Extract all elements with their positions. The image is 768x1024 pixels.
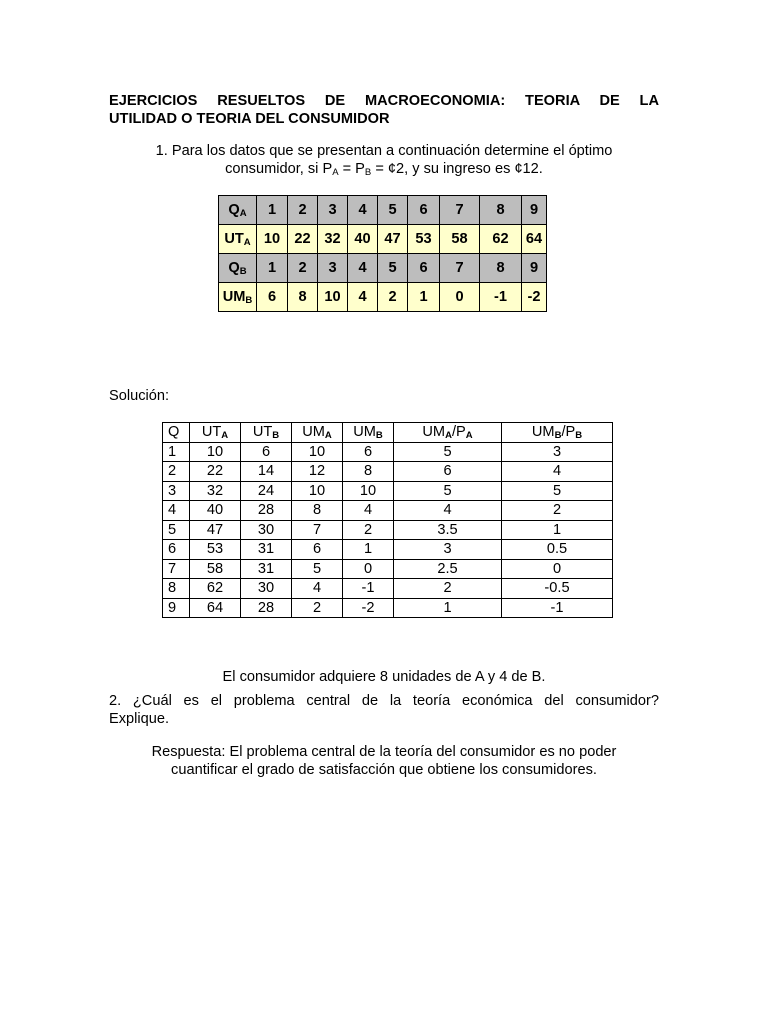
solution-table-cell: 31 — [241, 559, 292, 579]
header-tail: /P — [561, 424, 576, 441]
solution-table-cell: 5 — [394, 442, 502, 462]
data-table-cell: 1 — [257, 254, 288, 283]
solution-table-row — [163, 520, 613, 540]
solution-table-cell: 2 — [163, 462, 190, 482]
solution-table-cell: 10 — [292, 481, 343, 501]
question-1-text-c: = ¢2, y su ingreso es ¢12. — [371, 161, 543, 177]
solution-table-cell: -0.5 — [502, 579, 613, 599]
question-2-line-1: 2. ¿Cuál es el problema central de la teoría económica del consumidor? — [109, 693, 659, 709]
data-table-cell: 32 — [318, 225, 348, 254]
header-tail: /P — [451, 424, 466, 441]
solution-table-cell: 2 — [502, 501, 613, 521]
solution-table-cell: 58 — [190, 559, 241, 579]
header-sub: B — [272, 430, 280, 442]
solution-table-cell: 6 — [394, 462, 502, 482]
solution-table-cell: 28 — [241, 598, 292, 618]
row-label-text: UM — [222, 289, 246, 305]
solution-table-cell: -2 — [343, 598, 394, 618]
data-table-row-label — [219, 283, 257, 312]
answer-text — [109, 743, 659, 779]
data-table-cell: 58 — [440, 225, 480, 254]
data-table — [218, 195, 547, 312]
solution-table-cell: 2 — [292, 598, 343, 618]
data-table-cell: 7 — [440, 196, 480, 225]
header-text: UM — [302, 424, 325, 441]
solution-table-header — [163, 423, 613, 443]
solution-table-cell: 3 — [163, 481, 190, 501]
data-table-cell: 1 — [257, 196, 288, 225]
solution-table-cell: 0.5 — [502, 540, 613, 560]
row-label-sub: A — [239, 208, 247, 219]
row-label-sub: B — [245, 295, 253, 306]
solution-table-row — [163, 598, 613, 618]
data-table-cell: 9 — [522, 254, 547, 283]
data-table-cell: 6 — [257, 283, 288, 312]
solution-table-cell: 22 — [190, 462, 241, 482]
solution-table-header-cell — [190, 423, 241, 443]
solution-table-cell: 8 — [163, 579, 190, 599]
solution-table-cell: 1 — [502, 520, 613, 540]
data-table-cell: 9 — [522, 196, 547, 225]
data-table-cell: 6 — [408, 254, 440, 283]
solution-table-cell: 9 — [163, 598, 190, 618]
data-table-row — [219, 283, 547, 312]
solution-table-cell: 47 — [190, 520, 241, 540]
row-label-sub: B — [239, 266, 247, 277]
solution-table-cell: 4 — [163, 501, 190, 521]
data-table-cell: 1 — [408, 283, 440, 312]
solution-table-cell: 14 — [241, 462, 292, 482]
data-table-row — [219, 225, 547, 254]
solution-table-cell: 6 — [343, 442, 394, 462]
header-text: UM — [531, 424, 555, 441]
solution-table-cell: 3 — [394, 540, 502, 560]
solution-table-cell: 10 — [190, 442, 241, 462]
data-table-cell: 3 — [318, 254, 348, 283]
header-text: UT — [201, 424, 222, 441]
data-table-cell: 8 — [480, 196, 522, 225]
solution-table-cell: 1 — [163, 442, 190, 462]
solution-table-cell: -1 — [502, 598, 613, 618]
header-sub: B — [554, 430, 562, 442]
solution-table-cell: 10 — [292, 442, 343, 462]
solution-table-cell: 5 — [292, 559, 343, 579]
data-table-row — [219, 254, 547, 283]
solution-table-cell: 5 — [163, 520, 190, 540]
solution-table-cell: 32 — [190, 481, 241, 501]
data-table-row-label — [219, 254, 257, 283]
solution-table-cell: 8 — [292, 501, 343, 521]
question-2 — [109, 692, 659, 728]
header-text: UT — [252, 424, 273, 441]
solution-table-cell: 64 — [190, 598, 241, 618]
question-1-text-a: consumidor, si P — [225, 161, 333, 177]
title-line-1: EJERCICIOS RESUELTOS DE MACROECONOMIA: TEORIA DE LA — [109, 93, 659, 109]
solution-table-cell: 3 — [502, 442, 613, 462]
solution-table-row — [163, 442, 613, 462]
solution-table-cell: 7 — [292, 520, 343, 540]
solution-table-cell: 30 — [241, 520, 292, 540]
data-table-cell: 8 — [480, 254, 522, 283]
solution-table-header-cell — [502, 423, 613, 443]
header-sub: B — [375, 430, 383, 442]
solution-table — [162, 422, 613, 618]
header-sub: A — [221, 430, 229, 442]
solution-table-row — [163, 501, 613, 521]
data-table-cell: 22 — [288, 225, 318, 254]
solution-table-cell: 6 — [241, 442, 292, 462]
question-2-line-2: Explique. — [109, 711, 170, 727]
header-sub: B — [575, 430, 583, 442]
solution-table-cell: 12 — [292, 462, 343, 482]
solution-table-cell: 4 — [343, 501, 394, 521]
data-table-cell: 2 — [288, 254, 318, 283]
solution-table-row — [163, 559, 613, 579]
solution-table-cell: 0 — [343, 559, 394, 579]
question-1-text-b: = P — [338, 161, 365, 177]
solution-table-row — [163, 481, 613, 501]
solution-table-cell: 62 — [190, 579, 241, 599]
solution-table-row — [163, 462, 613, 482]
document-title — [109, 92, 659, 128]
data-table-cell: 4 — [348, 283, 378, 312]
data-table-cell: 10 — [318, 283, 348, 312]
row-label-sub: A — [243, 237, 251, 248]
solution-table-cell: 6 — [292, 540, 343, 560]
data-table-cell: 5 — [378, 254, 408, 283]
data-table-row — [219, 196, 547, 225]
data-table-cell: 47 — [378, 225, 408, 254]
solution-table-row — [163, 579, 613, 599]
solution-table-cell: 2 — [394, 579, 502, 599]
row-label-text: UT — [224, 231, 244, 247]
solution-table-cell: 2 — [343, 520, 394, 540]
solution-table-cell: 1 — [394, 598, 502, 618]
header-sub: A — [465, 430, 473, 442]
solution-table-cell: 24 — [241, 481, 292, 501]
solution-table-cell: 1 — [343, 540, 394, 560]
header-sub: A — [324, 430, 332, 442]
data-table-cell: 4 — [348, 196, 378, 225]
question-1-sub-a: A — [332, 167, 339, 178]
data-table-cell: 7 — [440, 254, 480, 283]
header-text: UM — [353, 424, 376, 441]
row-label-text: Q — [228, 202, 240, 218]
data-table-cell: -1 — [480, 283, 522, 312]
solution-label: Solución: — [109, 388, 170, 404]
solution-table-cell: 0 — [502, 559, 613, 579]
solution-table-cell: 10 — [343, 481, 394, 501]
header-text: Q — [168, 424, 180, 441]
question-1 — [109, 142, 659, 178]
solution-table-cell: 8 — [343, 462, 394, 482]
answer-line-1: Respuesta: El problema central de la teoría del consumidor es no poder — [151, 744, 617, 760]
solution-table-cell: 4 — [292, 579, 343, 599]
data-table-cell: 2 — [378, 283, 408, 312]
data-table-cell: 6 — [408, 196, 440, 225]
solution-table-header-cell — [163, 423, 190, 443]
solution-table-cell: 28 — [241, 501, 292, 521]
data-table-cell: 10 — [257, 225, 288, 254]
solution-table-cell: 6 — [163, 540, 190, 560]
solution-table-cell: 53 — [190, 540, 241, 560]
answer-line-2: cuantificar el grado de satisfacción que obtiene los consumidores. — [171, 762, 597, 778]
question-1-sub-b: B — [364, 167, 372, 178]
solution-table-cell: -1 — [343, 579, 394, 599]
solution-table-cell: 30 — [241, 579, 292, 599]
data-table-cell: 2 — [288, 196, 318, 225]
header-text: UM — [422, 424, 446, 441]
solution-table-header-cell — [241, 423, 292, 443]
solution-table-cell: 3.5 — [394, 520, 502, 540]
solution-table-header-cell — [394, 423, 502, 443]
data-table-cell: 53 — [408, 225, 440, 254]
data-table-cell: 4 — [348, 254, 378, 283]
data-table-row-label — [219, 196, 257, 225]
data-table-cell: 40 — [348, 225, 378, 254]
solution-table-cell: 2.5 — [394, 559, 502, 579]
title-line-2: UTILIDAD O TEORIA DEL CONSUMIDOR — [109, 111, 390, 127]
solution-table-cell: 4 — [394, 501, 502, 521]
solution-table-cell: 7 — [163, 559, 190, 579]
data-table-cell: 8 — [288, 283, 318, 312]
solution-table-header-cell — [292, 423, 343, 443]
conclusion-text: El consumidor adquiere 8 unidades de A y 4 de B. — [222, 669, 546, 685]
question-1-line-1: 1. Para los datos que se presentan a continuación determine el óptimo — [155, 143, 613, 159]
solution-table-cell: 5 — [394, 481, 502, 501]
header-sub: A — [445, 430, 452, 442]
solution-table-cell: 4 — [502, 462, 613, 482]
solution-table-header-cell — [343, 423, 394, 443]
data-table-cell: -2 — [522, 283, 547, 312]
data-table-cell: 64 — [522, 225, 547, 254]
data-table-cell: 5 — [378, 196, 408, 225]
question-1-line-2 — [109, 160, 659, 178]
data-table-cell: 0 — [440, 283, 480, 312]
data-table-row-label — [219, 225, 257, 254]
data-table-cell: 62 — [480, 225, 522, 254]
solution-table-cell: 31 — [241, 540, 292, 560]
solution-table-cell: 40 — [190, 501, 241, 521]
row-label-text: Q — [228, 260, 240, 276]
data-table-cell: 3 — [318, 196, 348, 225]
solution-table-cell: 5 — [502, 481, 613, 501]
solution-table-row — [163, 540, 613, 560]
